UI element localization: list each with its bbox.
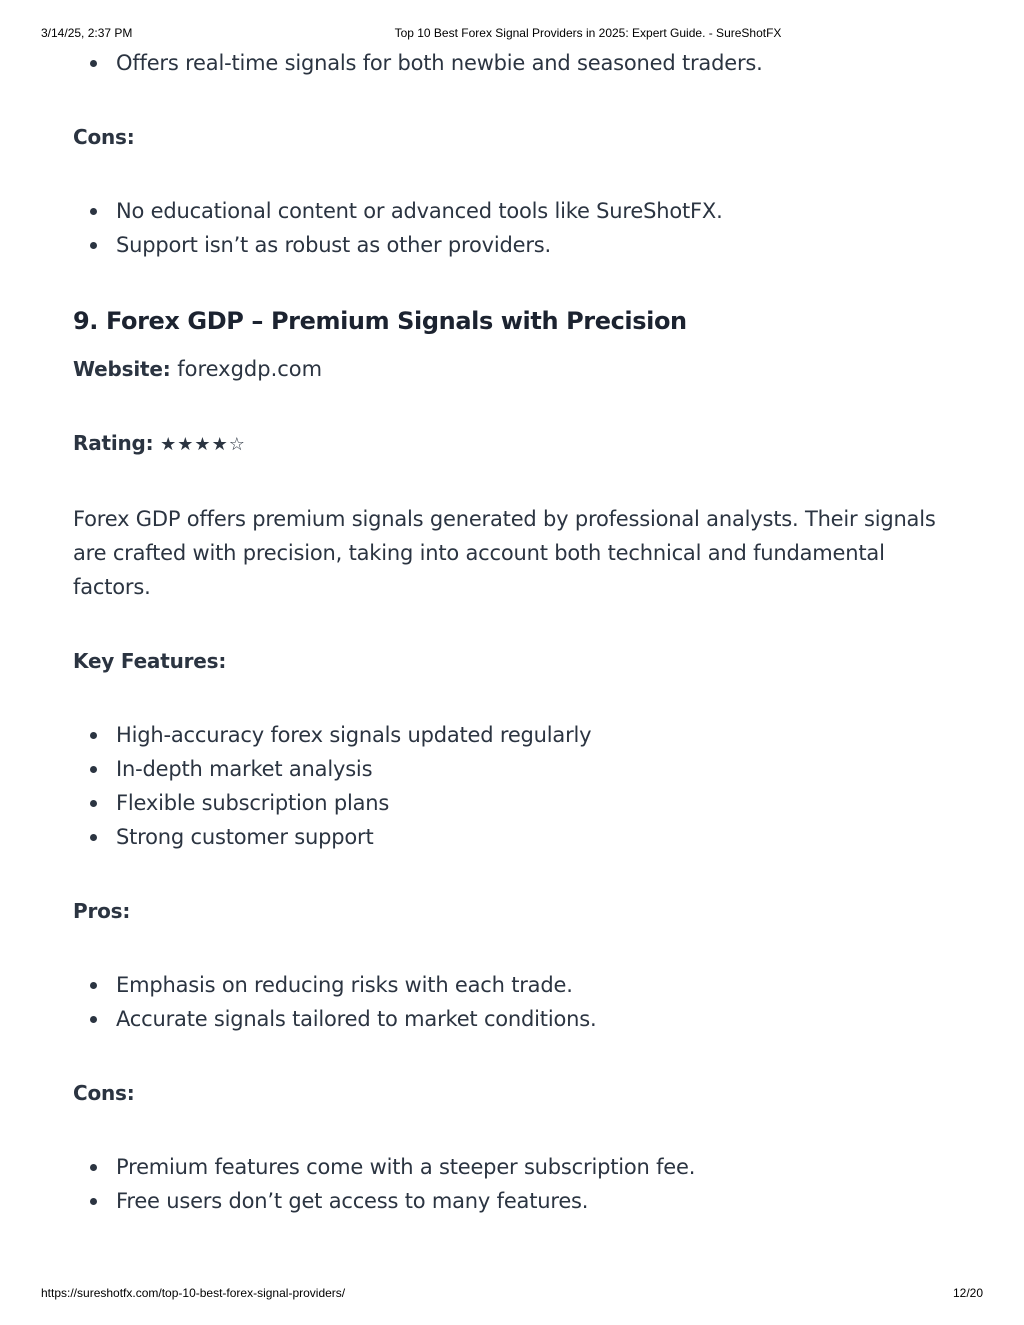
bullet-icon [90,208,97,215]
section-heading: 9. Forex GDP – Premium Signals with Precision [73,307,687,335]
print-url: https://sureshotfx.com/top-10-best-forex-signal-providers/ [41,1286,346,1300]
bullet-icon [90,1016,97,1023]
list-item: Flexible subscription plans [73,786,953,820]
list-item: No educational content or advanced tools like SureShotFX. [73,194,953,228]
website-label: Website: [73,357,171,381]
list-item: Free users don’t get access to many features. [73,1184,953,1218]
features-list [73,718,953,854]
rating-line [73,426,953,462]
prev-pros-list [73,46,953,80]
website-value: forexgdp.com [177,357,323,381]
cons-label: Cons: [73,1081,135,1105]
section-description: Forex GDP offers premium signals generated by professional analysts. Their signals are crafted with precision, taking into account both technical and fundamental factors. [73,507,936,599]
bullet-icon [90,732,97,739]
website-line [73,352,953,386]
bullet-icon [90,834,97,841]
print-page-title: Top 10 Best Forex Signal Providers in 2025: Expert Guide. - SureShotFX [394,26,782,40]
bullet-icon [90,1198,97,1205]
list-item: Emphasis on reducing risks with each trade. [73,968,953,1002]
list-item: Accurate signals tailored to market conditions. [73,1002,953,1036]
bullet-icon [90,60,97,67]
list-item: In-depth market analysis [73,752,953,786]
cons-list [73,1150,953,1218]
article-content [73,46,953,1218]
bullet-icon [90,242,97,249]
list-item: Support isn’t as robust as other providers. [73,228,953,262]
list-item: Strong customer support [73,820,953,854]
rating-label: Rating: [73,431,154,455]
print-header [0,26,1024,42]
list-item: Offers real-time signals for both newbie and seasoned traders. [73,46,953,80]
bullet-icon [90,800,97,807]
prev-cons-list [73,194,953,262]
pros-label: Pros: [73,899,131,923]
print-footer [0,1286,1024,1302]
list-item: Premium features come with a steeper subscription fee. [73,1150,953,1184]
rating-stars-icon: ★★★★☆ [160,434,246,455]
print-page-number: 12/20 [952,1286,983,1300]
print-datetime: 3/14/25, 2:37 PM [41,26,133,40]
features-label: Key Features: [73,649,227,673]
list-item: High-accuracy forex signals updated regularly [73,718,953,752]
bullet-icon [90,982,97,989]
bullet-icon [90,766,97,773]
pros-list [73,968,953,1036]
prev-cons-label: Cons: [73,125,135,149]
bullet-icon [90,1164,97,1171]
